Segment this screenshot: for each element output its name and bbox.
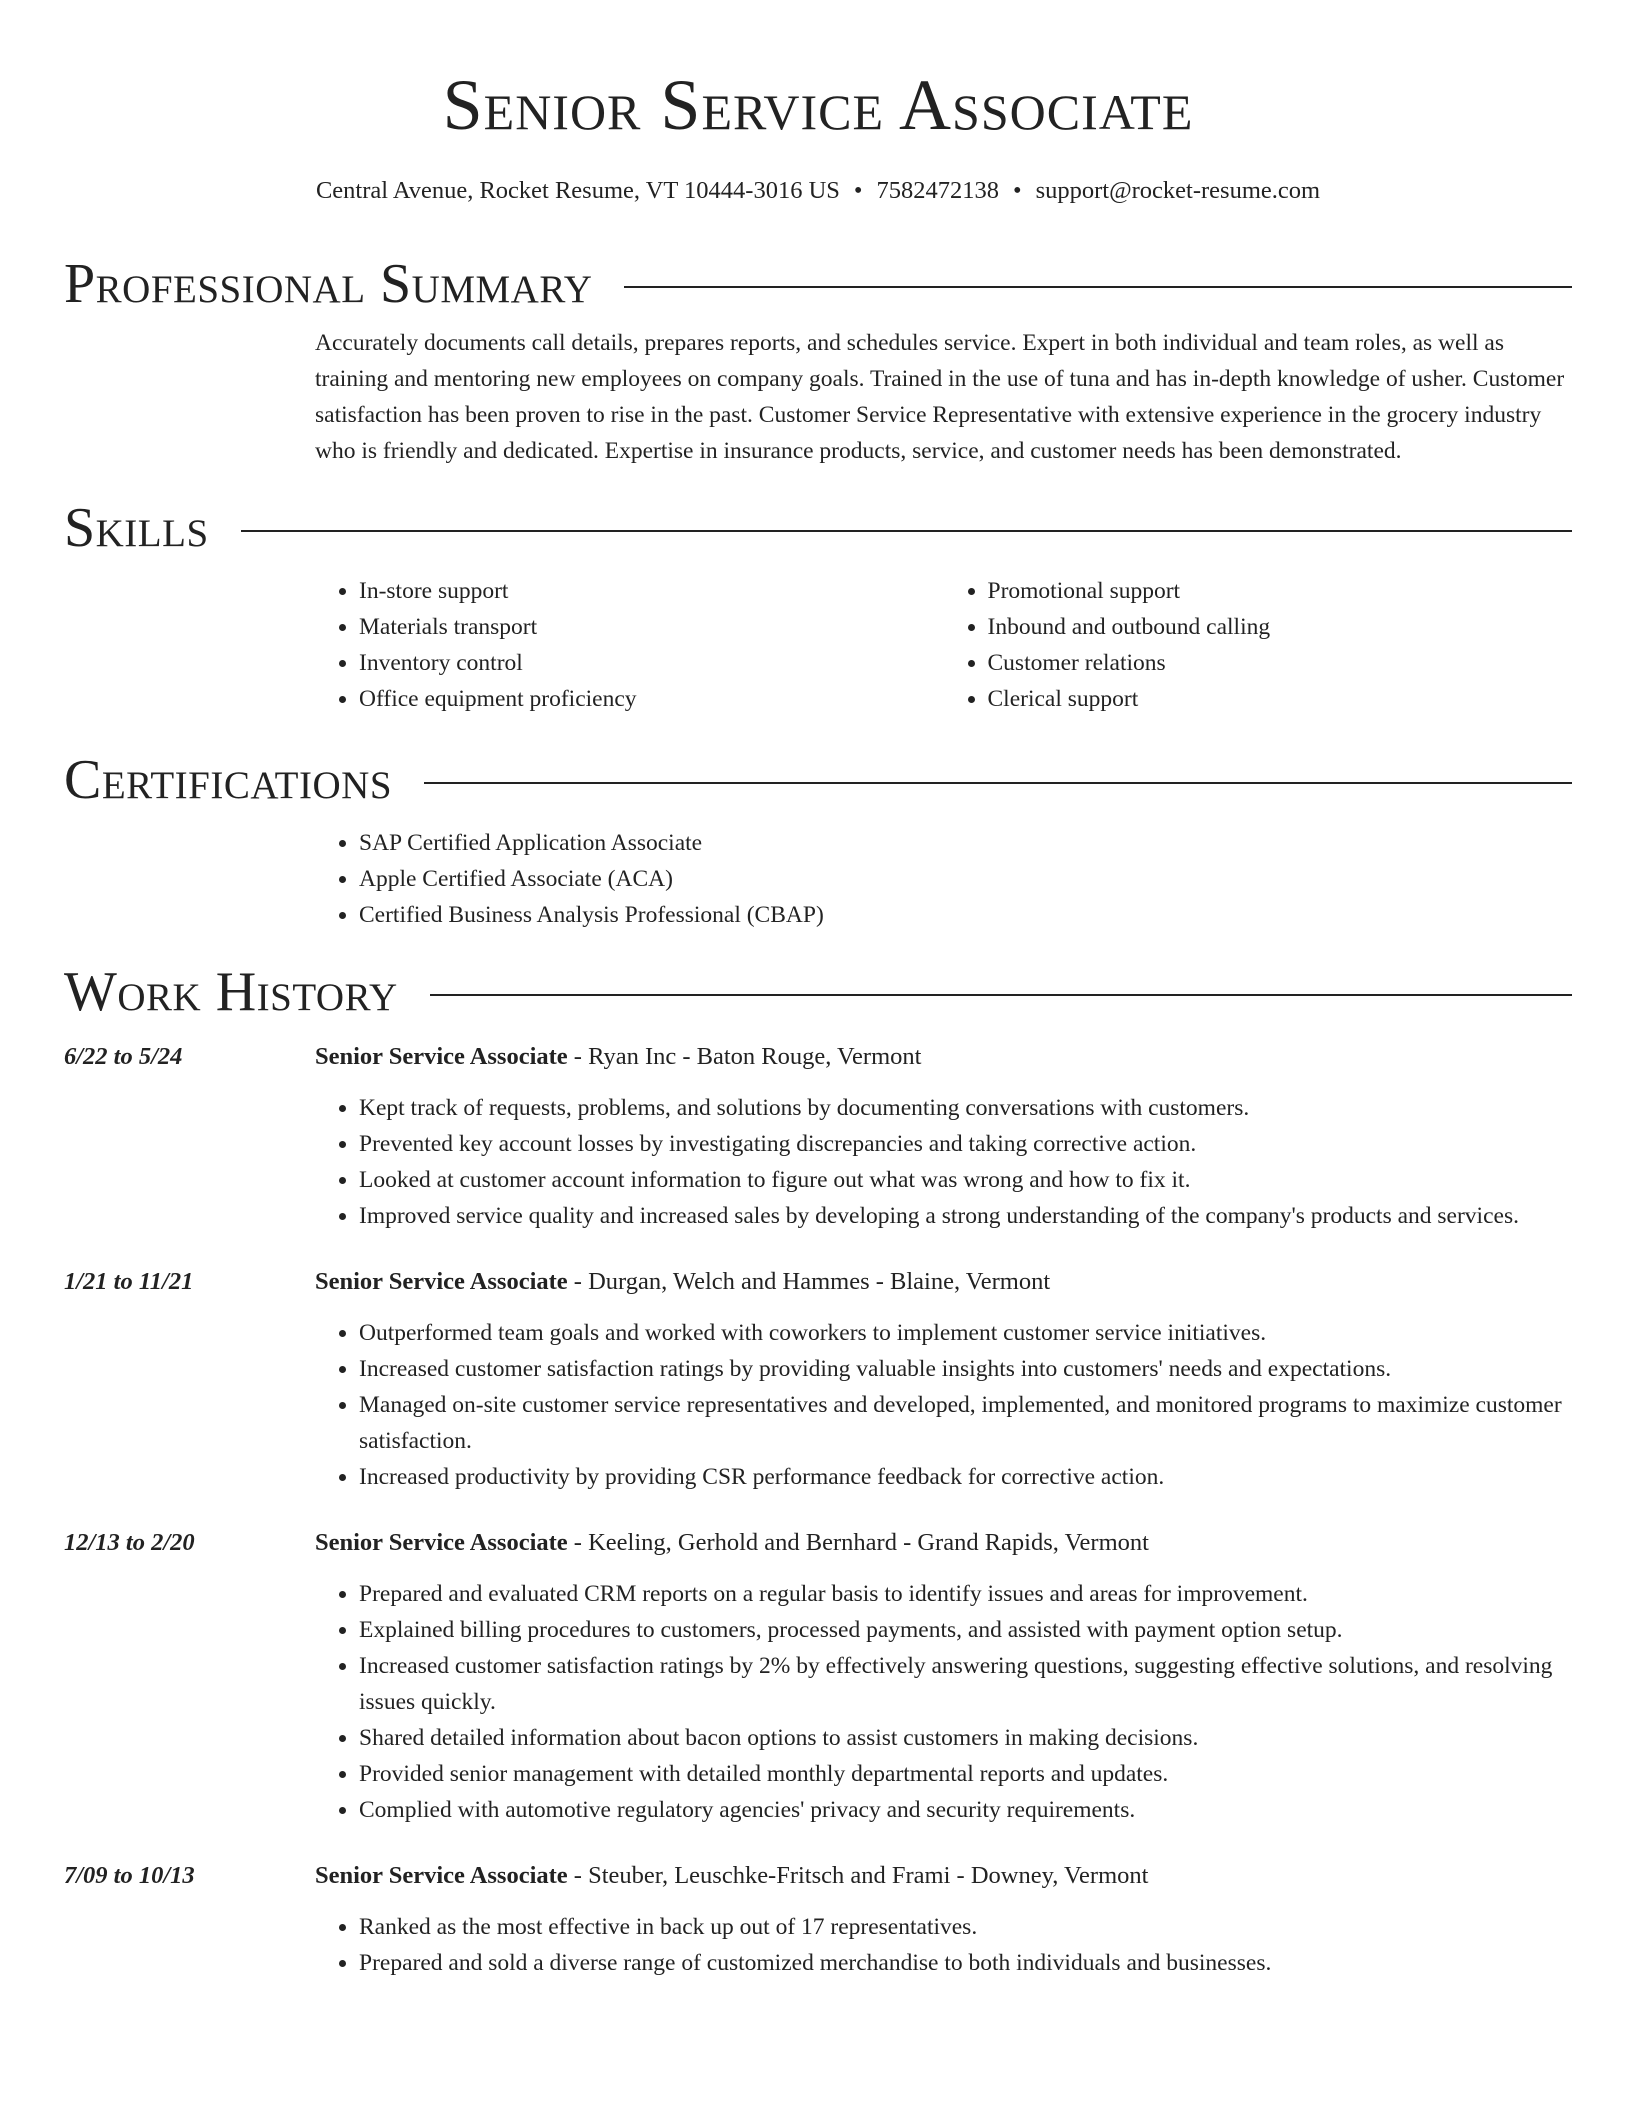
job-bullet: • Prepared and sold a diverse range of customized merchandise to both individuals and businesses. (359, 1945, 1572, 1981)
job-title: Senior Service Associate (315, 1043, 568, 1070)
job-bullet: • Prevented key account losses by investigating discrepancies and taking corrective action. (359, 1126, 1572, 1162)
job-bullet: • Managed on-site customer service representatives and developed, implemented, and monitored programs to maximize customer satisfaction. (359, 1387, 1572, 1459)
work-history-section-header (64, 959, 1572, 1025)
job-entry (64, 1039, 1572, 1234)
skill-item: • Inventory control (359, 645, 944, 681)
job-dates: 6/22 to 5/24 (64, 1043, 183, 1070)
job-bullet: • Shared detailed information about bacon options to assist customers in making decisions. (359, 1720, 1572, 1756)
skill-item: • Materials transport (359, 609, 944, 645)
skill-item: • Office equipment proficiency (359, 681, 944, 717)
job-bullets (315, 1576, 1572, 1828)
job-dates: 7/09 to 10/13 (64, 1862, 195, 1889)
job-bullet: • Looked at customer account information to figure out what was wrong and how to fix it. (359, 1162, 1572, 1198)
work-history-heading: Work History (64, 961, 398, 1023)
job-bullet: • Ranked as the most effective in back up out of 17 representatives. (359, 1909, 1572, 1945)
section-divider (624, 286, 1572, 288)
section-divider (424, 782, 1572, 784)
job-bullet: • Improved service quality and increased sales by developing a strong understanding of the company's products and services. (359, 1198, 1572, 1234)
certifications-heading: Certifications (64, 749, 393, 811)
job-details (315, 1858, 1572, 1981)
skill-item: • Customer relations (988, 645, 1573, 681)
contact-line (64, 176, 1572, 206)
section-divider (241, 530, 1572, 532)
skills-column-right (944, 573, 1573, 717)
job-dates: 12/13 to 2/20 (64, 1529, 195, 1556)
job-entry (64, 1264, 1572, 1495)
job-details (315, 1264, 1572, 1495)
skill-item: • Promotional support (988, 573, 1573, 609)
job-title: Senior Service Associate (315, 1862, 568, 1889)
job-details (315, 1039, 1572, 1234)
skill-item: • In-store support (359, 573, 944, 609)
section-divider (430, 994, 1572, 996)
skill-item: • Inbound and outbound calling (988, 609, 1573, 645)
job-title: Senior Service Associate (315, 1268, 568, 1295)
phone: 7582472138 (876, 177, 999, 204)
job-employer: - Steuber, Leuschke-Fritsch and Frami - Downey, Vermont (567, 1862, 1149, 1889)
summary-heading: Professional Summary (64, 253, 593, 315)
job-bullets (315, 1090, 1572, 1234)
job-bullet: • Complied with automotive regulatory agencies' privacy and security requirements. (359, 1792, 1572, 1828)
separator-bullet: • (1012, 177, 1022, 204)
job-bullet: • Increased productivity by providing CSR performance feedback for corrective action. (359, 1459, 1572, 1495)
resume-page (64, 0, 1572, 1981)
address: Central Avenue, Rocket Resume, VT 10444-3016 US (315, 177, 840, 204)
skills-list (315, 573, 1572, 717)
job-entry (64, 1525, 1572, 1828)
skills-column-left (315, 573, 944, 717)
job-bullets (315, 1909, 1572, 1981)
certification-item: • Apple Certified Associate (ACA) (359, 861, 1572, 897)
skills-section-header (64, 495, 1572, 561)
job-bullets (315, 1315, 1572, 1495)
job-details (315, 1525, 1572, 1828)
separator-bullet: • (853, 177, 863, 204)
job-bullet: • Kept track of requests, problems, and solutions by documenting conversations with customers. (359, 1090, 1572, 1126)
summary-text: Accurately documents call details, prepares reports, and schedules service. Expert in both individual and team roles, as well as training and mentoring new employees on company goals. Trained in the use of tuna and has in-depth knowledge of usher. Customer satisfaction has been proven to rise in the past. Customer Service Representative with extensive experience in the grocery industry who is friendly and dedicated. Expertise in insurance products, service, and customer needs has been demonstrated. (315, 330, 1565, 464)
job-bullet: • Explained billing procedures to customers, processed payments, and assisted with payment option setup. (359, 1612, 1572, 1648)
job-bullet: • Increased customer satisfaction ratings by 2% by effectively answering questions, suggesting effective solutions, and resolving issues quickly. (359, 1648, 1572, 1720)
skills-heading: Skills (64, 497, 209, 559)
certification-item: • Certified Business Analysis Professional (CBAP) (359, 897, 1572, 933)
job-dates: 1/21 to 11/21 (64, 1268, 194, 1295)
email: support@rocket-resume.com (1035, 177, 1321, 204)
job-employer: - Durgan, Welch and Hammes - Blaine, Vermont (567, 1268, 1051, 1295)
job-bullet: • Prepared and evaluated CRM reports on a regular basis to identify issues and areas for improvement. (359, 1576, 1572, 1612)
certifications-list (315, 825, 1572, 933)
certification-item: • SAP Certified Application Associate (359, 825, 1572, 861)
job-bullet: • Increased customer satisfaction ratings by providing valuable insights into customers' needs and expectations. (359, 1351, 1572, 1387)
job-employer: - Ryan Inc - Baton Rouge, Vermont (567, 1043, 922, 1070)
certifications-section-header (64, 747, 1572, 813)
job-bullet: • Outperformed team goals and worked with coworkers to implement customer service initiatives. (359, 1315, 1572, 1351)
job-title: Senior Service Associate (315, 1529, 568, 1556)
summary-section-header (64, 251, 1572, 317)
job-employer: - Keeling, Gerhold and Bernhard - Grand Rapids, Vermont (567, 1529, 1149, 1556)
skill-item: • Clerical support (988, 681, 1573, 717)
page-title: Senior Service Associate (442, 65, 1194, 145)
job-bullet: • Provided senior management with detailed monthly departmental reports and updates. (359, 1756, 1572, 1792)
job-entry (64, 1858, 1572, 1981)
